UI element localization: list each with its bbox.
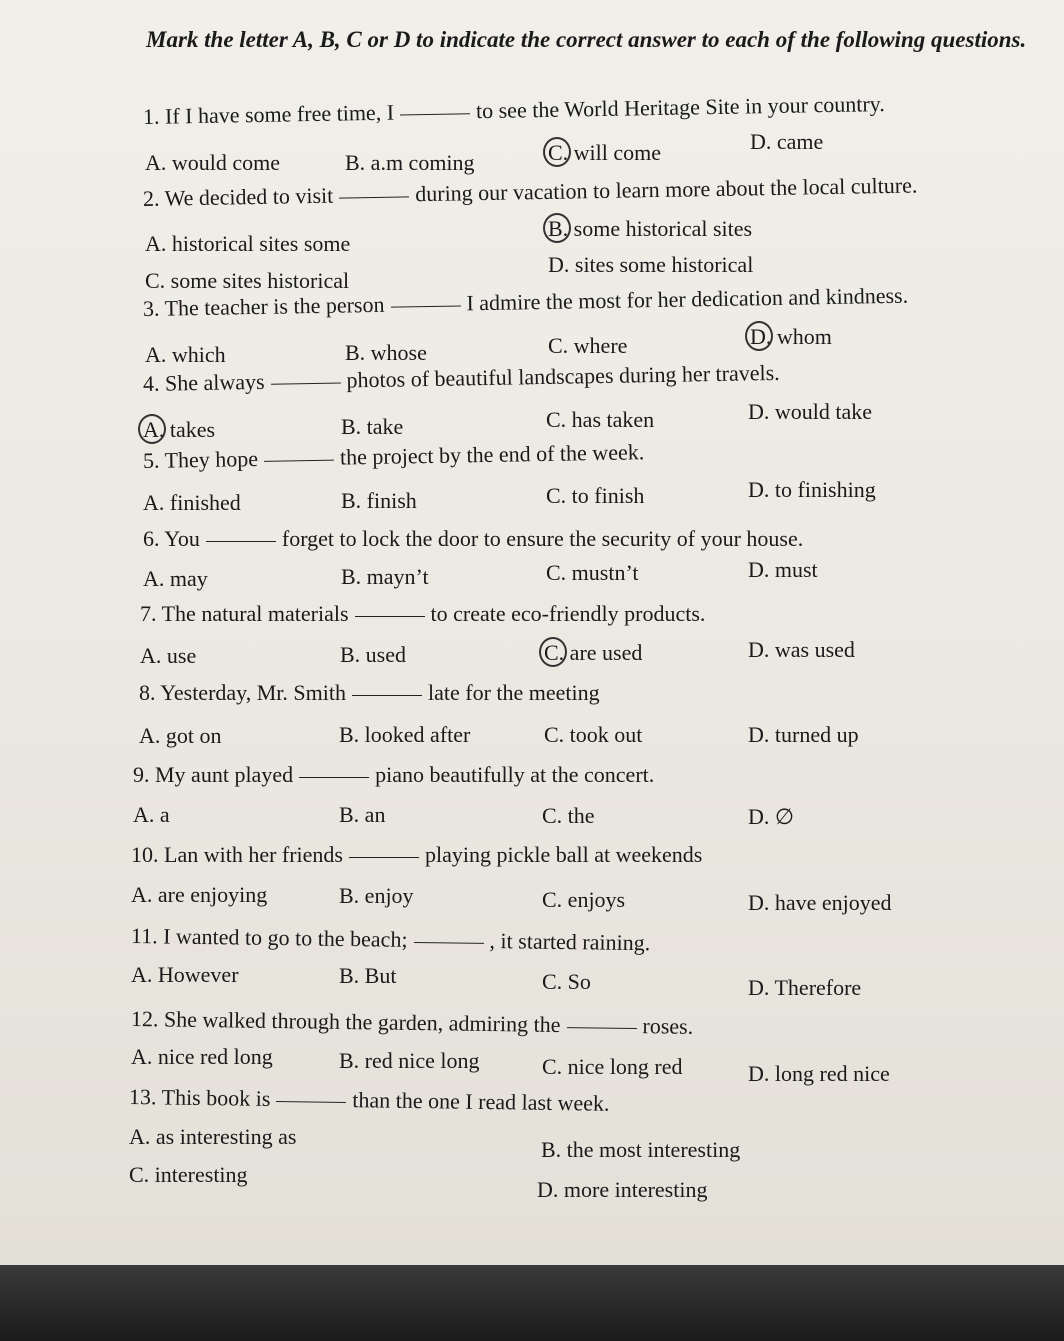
question-stem-before: She walked through the garden, admiring the xyxy=(163,1006,561,1037)
question-stem-before: They hope xyxy=(164,445,259,473)
instruction-text: Mark the letter A, B, C or D to indicate the correct answer to each of the following questions. xyxy=(146,27,1027,52)
option-d: D. turned up xyxy=(748,722,859,747)
option-c: C. are used xyxy=(544,640,642,666)
option-a: A. takes xyxy=(143,417,215,443)
question-stem-after: during our vacation to learn more about the local culture. xyxy=(415,172,918,207)
option-c: C. nice long red xyxy=(542,1054,683,1079)
option-d: D. ∅ xyxy=(748,804,795,829)
answer-circle-mark xyxy=(543,213,571,243)
question-stem-after: forget to lock the door to ensure the security of your house. xyxy=(281,526,804,551)
option-c: C. some sites historical xyxy=(145,268,350,293)
question-8 xyxy=(139,680,600,706)
option-b: B. used xyxy=(340,642,406,667)
question-stem-after: photos of beautiful landscapes during her travels. xyxy=(346,359,780,393)
answer-blank xyxy=(413,942,483,944)
option-c: C. So xyxy=(542,969,591,994)
option-d: D. to finishing xyxy=(748,477,876,502)
option-d: D. sites some historical xyxy=(548,252,754,277)
question-number: 7. xyxy=(140,601,162,626)
option-b: B. some historical sites xyxy=(548,216,752,242)
question-stem-after: to create eco-friendly products. xyxy=(430,601,706,626)
option-a: A. a xyxy=(133,802,170,827)
question-stem-before: If I have some free time, I xyxy=(164,99,395,129)
question-stem-before: This book is xyxy=(161,1084,271,1111)
answer-blank xyxy=(264,460,334,462)
question-number: 4. xyxy=(142,370,166,396)
question-stem-before: You xyxy=(164,526,200,551)
question-number: 13. xyxy=(128,1084,162,1110)
question-number: 5. xyxy=(142,447,165,473)
option-a: A. would come xyxy=(145,150,281,175)
option-c: C. took out xyxy=(544,722,643,747)
question-stem-after: piano beautifully at the concert. xyxy=(375,762,655,787)
question-7 xyxy=(140,601,705,627)
option-d: D. Therefore xyxy=(748,975,862,1000)
question-1 xyxy=(143,91,885,130)
question-stem-before: Yesterday, Mr. Smith xyxy=(160,680,346,705)
option-d: D. more interesting xyxy=(537,1177,708,1202)
question-stem-after: the project by the end of the week. xyxy=(339,439,645,470)
question-stem-before: The teacher is the person xyxy=(164,291,385,321)
answer-blank xyxy=(349,857,419,858)
question-stem-before: I wanted to go to the beach; xyxy=(163,923,408,952)
background-edge xyxy=(0,1265,1064,1341)
answer-circle-mark xyxy=(745,321,773,351)
option-b: B. a.m coming xyxy=(345,150,475,175)
question-number: 3. xyxy=(142,295,165,321)
option-a: A. which xyxy=(145,342,226,367)
answer-blank xyxy=(299,777,369,778)
answer-blank xyxy=(352,695,422,696)
question-number: 2. xyxy=(142,185,165,211)
question-stem-before: Lan with her friends xyxy=(164,842,343,867)
option-d: D. was used xyxy=(748,637,855,662)
question-2 xyxy=(143,172,918,212)
option-b: B. mayn’t xyxy=(341,564,429,589)
option-a: A. historical sites some xyxy=(145,231,351,256)
option-b: B. looked after xyxy=(339,722,471,747)
question-stem-after: roses. xyxy=(642,1013,694,1039)
option-b: B. an xyxy=(339,802,386,827)
answer-circle-mark xyxy=(543,137,571,167)
question-stem-before: She always xyxy=(164,368,265,396)
option-c: C. the xyxy=(542,803,595,828)
question-number: 11. xyxy=(130,923,164,949)
question-number: 8. xyxy=(139,680,161,705)
answer-blank xyxy=(206,541,276,542)
question-stem-after: , it started raining. xyxy=(489,928,651,956)
option-b: B. take xyxy=(341,414,404,439)
option-c: C. interesting xyxy=(129,1162,248,1187)
option-b: B. the most interesting xyxy=(541,1137,741,1162)
answer-blank xyxy=(355,616,425,617)
question-stem-after: late for the meeting xyxy=(427,680,600,705)
question-10 xyxy=(131,842,702,868)
answer-blank xyxy=(339,196,409,198)
option-d: D. must xyxy=(748,557,818,582)
option-a: A. use xyxy=(140,643,197,668)
question-5 xyxy=(143,439,645,474)
answer-blank xyxy=(276,1101,346,1103)
question-number: 6. xyxy=(143,526,165,551)
option-b: B. whose xyxy=(345,340,427,365)
question-stem-before: The natural materials xyxy=(161,601,349,626)
option-a: A. finished xyxy=(143,490,241,515)
question-number: 12. xyxy=(130,1006,165,1032)
option-b: B. enjoy xyxy=(339,883,414,908)
option-a: A. may xyxy=(143,566,208,591)
answer-circle-mark xyxy=(539,637,567,667)
question-stem-after: to see the World Heritage Site in your country. xyxy=(475,91,885,124)
option-b: B. red nice long xyxy=(339,1048,480,1073)
question-number: 10. xyxy=(131,842,164,867)
option-a: A. However xyxy=(131,962,239,987)
option-a: A. as interesting as xyxy=(129,1124,297,1149)
question-stem-before: My aunt played xyxy=(155,762,294,787)
option-d: D. have enjoyed xyxy=(748,890,892,915)
question-stem-after: playing pickle ball at weekends xyxy=(425,842,703,867)
answer-blank xyxy=(400,113,470,115)
question-4 xyxy=(143,360,780,397)
question-12 xyxy=(131,1006,694,1040)
question-6 xyxy=(143,526,803,552)
question-stem-before: We decided to visit xyxy=(164,182,334,211)
option-c: C. mustn’t xyxy=(546,560,639,585)
option-a: A. are enjoying xyxy=(131,882,268,907)
option-d: D. long red nice xyxy=(748,1061,890,1086)
option-c: C. to finish xyxy=(546,483,645,508)
option-b: B. But xyxy=(339,963,397,988)
answer-circle-mark xyxy=(138,414,166,444)
question-9 xyxy=(133,762,654,788)
option-d: D. came xyxy=(750,129,824,154)
option-c: C. where xyxy=(548,333,628,358)
option-d: D. would take xyxy=(748,399,873,424)
option-c: C. will come xyxy=(548,140,661,166)
option-c: C. enjoys xyxy=(542,887,626,912)
question-number: 9. xyxy=(133,762,155,787)
option-c: C. has taken xyxy=(546,407,655,432)
option-b: B. finish xyxy=(341,488,417,513)
option-a: A. nice red long xyxy=(131,1044,273,1069)
question-stem-after: I admire the most for her dedication and kindness. xyxy=(466,282,909,316)
answer-blank xyxy=(566,1027,636,1029)
option-a: A. got on xyxy=(139,723,222,748)
answer-blank xyxy=(391,305,461,307)
option-d: D. whom xyxy=(750,324,832,350)
question-number: 1. xyxy=(142,103,166,129)
question-stem-after: than the one I read last week. xyxy=(352,1087,610,1116)
question-11 xyxy=(131,923,651,956)
question-13 xyxy=(129,1084,610,1117)
answer-blank xyxy=(271,383,341,385)
